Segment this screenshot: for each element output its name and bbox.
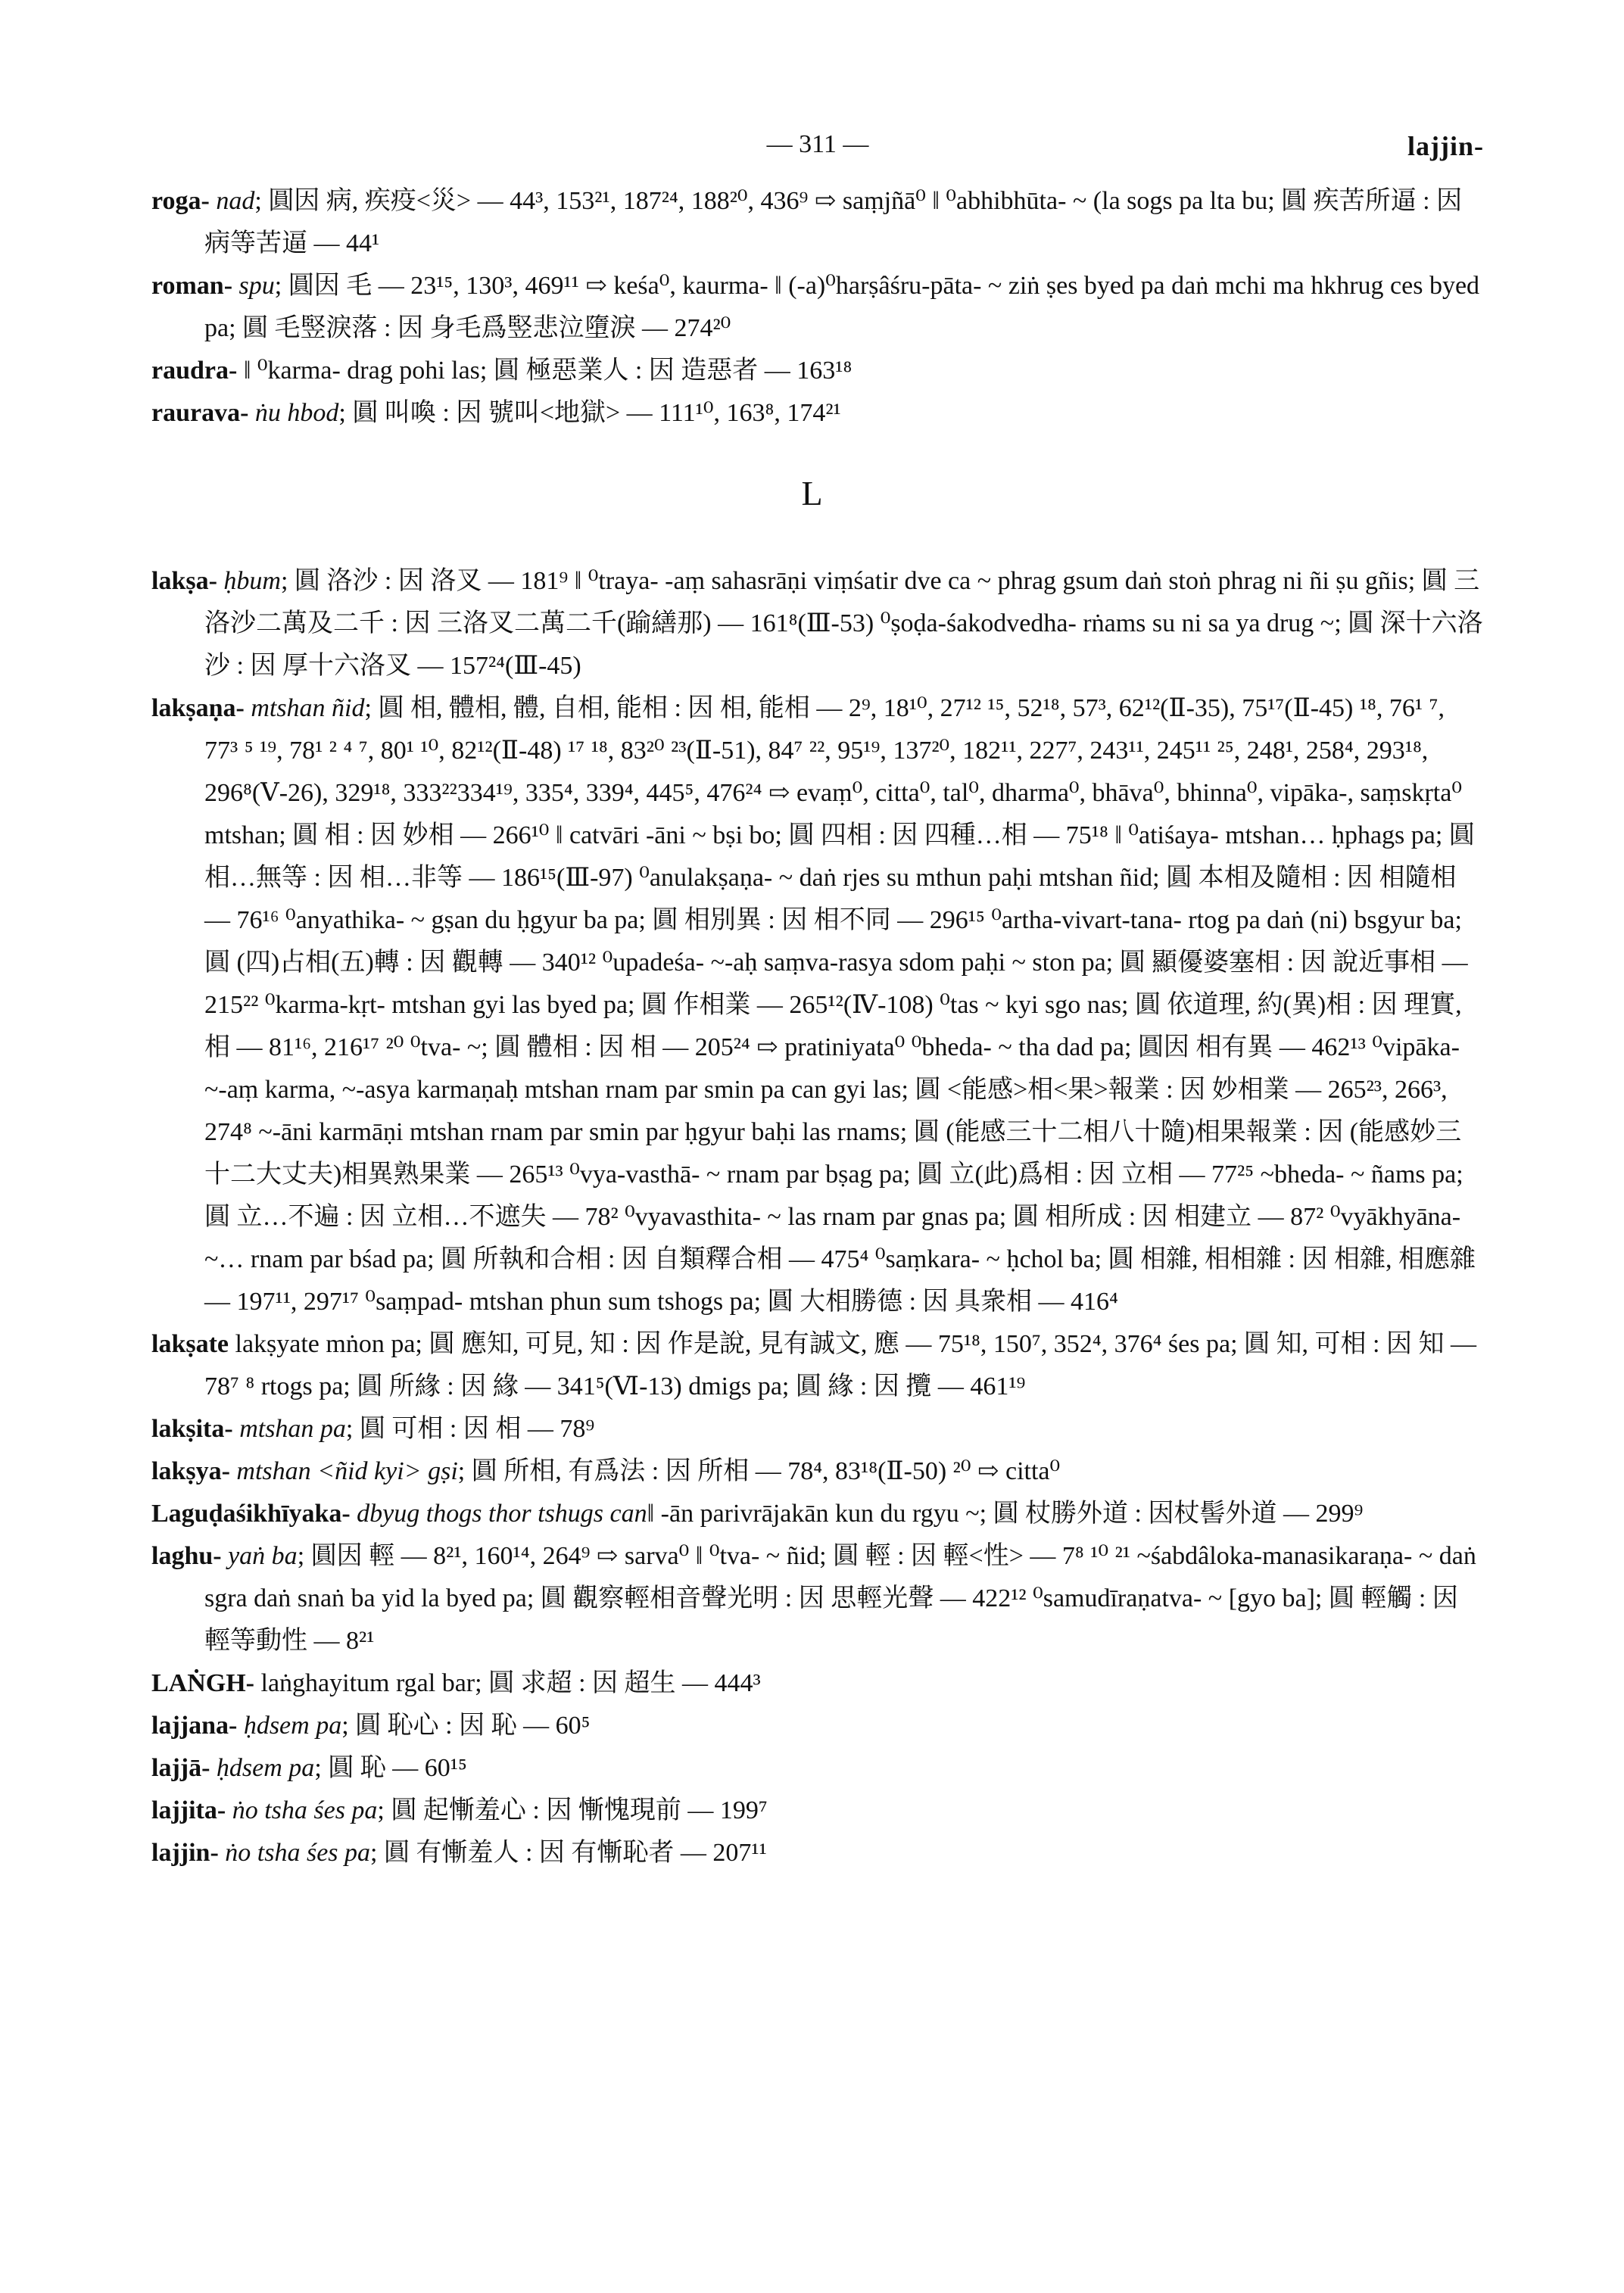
dictionary-entry: lajjana- ḥdsem pa; 圓 恥心 : 因 恥 — 60⁵ xyxy=(151,1712,591,1740)
section-letter: L xyxy=(801,474,823,512)
dictionary-entry: laghu- yaṅ ba; 圓因 輕 — 8²¹, 160¹⁴, 264⁹ ⇨ sarva⁰ ‖ ⁰tva- ~ ñid; 圓 輕 : 因 輕<性> — 7⁸ ¹⁰ ²¹ ~śabdâloka-manasikaraṇa- ~ daṅ sgra daṅ snaṅ ba yid la byed pa; 圓 觀察輕相音聲光明 : 因 思輕光聲 — 422¹² ⁰samudīraṇatva- ~ [gyo ba]; 圓 輕觸 : 因 輕等動性 — 8²¹ xyxy=(151,1542,1476,1655)
dictionary-entry: Laguḍaśikhīyaka- dbyug thogs thor tshugs can‖ -ān parivrājakān kun du rgyu ~; 圓 杖勝外道 : 因杖髻外道 — 299⁹ xyxy=(151,1500,1364,1528)
dictionary-entry: lakṣa- ḥbum; 圓 洛沙 : 因 洛叉 — 181⁹ ‖ ⁰traya- -aṃ sahasrāṇi viṃśatir dve ca ~ phrag gsum daṅ stoṅ phrag ni ñi ṣu gñis; 圓 三洛沙二萬及二千 : 因 三洛叉二萬二千(踰繕那) — 161⁸(Ⅲ-53) ⁰ṣoḍa-śakodvedha- rṅams su ni sa ya drug ~; 圓 深十六洛沙 : 因 厚十六洛叉 — 157²⁴(Ⅲ-45) xyxy=(151,567,1483,680)
dictionary-entry: lakṣita- mtshan pa; 圓 可相 : 因 相 — 78⁹ xyxy=(151,1415,595,1443)
dictionary-entry: roman- spu; 圓因 毛 — 23¹⁵, 130³, 469¹¹ ⇨ keśa⁰, kaurma- ‖ (-a)⁰harṣâśru-pāta- ~ ziṅ ṣes byed pa daṅ mchi ma hkhrug ces byed pa; 圓 毛竪淚落 : 因 身毛爲竪悲泣墮淚 — 274²⁰ xyxy=(151,272,1480,342)
dictionary-entry: lakṣya- mtshan <ñid kyi> gṣi; 圓 所相, 有爲法 : 因 所相 — 78⁴, 83¹⁸(Ⅱ-50) ²⁰ ⇨ citta⁰ xyxy=(151,1457,1061,1485)
dictionary-entry: lakṣaṇa- mtshan ñid; 圓 相, 體相, 體, 自相, 能相 : 因 相, 能相 — 2⁹, 18¹⁰, 27¹² ¹⁵, 52¹⁸, 57³, 62¹²(Ⅱ-35), 75¹⁷(Ⅱ-45) ¹⁸, 76¹ ⁷, 77³ ⁵ ¹⁹, 78¹ ² ⁴ ⁷, 80¹ ¹⁰, 82¹²(Ⅱ-48) ¹⁷ ¹⁸, 83²⁰ ²³(Ⅱ-51), 84⁷ ²², 95¹⁹, 137²⁰, 182¹¹, 227⁷, 243¹¹, 245¹¹ ²⁵, 248¹, 258⁴, 293¹⁸, 296⁸(Ⅴ-26), 329¹⁸, 333²²334¹⁹, 335⁴, 339⁴, 445⁵, 476²⁴ ⇨ evaṃ⁰, citta⁰, tal⁰, dharma⁰, bhāva⁰, bhinna⁰, vipāka-, saṃskṛta⁰ mtshan; 圓 相 : 因 妙相 — 266¹⁰ ‖ catvāri -āni ~ bṣi bo; 圓 四相 : 因 四種…相 — 75¹⁸ ‖ ⁰atiśaya- mtshan… ḥphags pa; 圓 相…無等 : 因 相…非等 — 186¹⁵(Ⅲ-97) ⁰anulakṣaṇa- ~ daṅ rjes su mthun paḥi mtshan ñid; 圓 本相及隨相 : 因 相隨相 — 76¹⁶ ⁰anyathika- ~ gṣan du ḥgyur ba pa; 圓 相別異 : 因 相不同 — 296¹⁵ ⁰artha-vivart-tana- rtog pa daṅ (ni) bsgyur ba; 圓 (四)占相(五)轉 : 因 觀轉 — 340¹² ⁰upadeśa- ~-aḥ saṃva-rasya sdom paḥi ~ ston pa; 圓 顯優婆塞相 : 因 說近事相 — 215²² ⁰karma-kṛt- mtshan gyi las byed pa; 圓 作相業 — 265¹²(Ⅳ-108) ⁰tas ~ kyi sgo nas; 圓 依道理, 約(異)相 : 因 理實, 相 — 81¹⁶, 216¹⁷ ²⁰ ⁰tva- ~; 圓 體相 : 因 相 — 205²⁴ ⇨ pratiniyata⁰ ⁰bheda- ~ tha dad pa; 圓因 相有異 — 462¹³ ⁰vipāka- ~-aṃ karma, ~-asya karmaṇaḥ mtshan rnam par smin pa can gyi las; 圓 <能感>相<果>報業 : 因 妙相業 — 265²³, 266³, 274⁸ ~-āni karmāṇi mtshan rnam par smin par ḥgyur baḥi las rnams; 圓 (能感三十二相八十隨)相果報業 : 因 (能感妙三十二大丈夫)相異熟果業 — 265¹³ ⁰vya-vasthā- ~ rnam par bṣag pa; 圓 立(此)爲相 : 因 立相 — 77²⁵ ~bheda- ~ ñams pa; 圓 立…不遍 : 因 立相…不遮失 — 78² ⁰vyavasthita- ~ las rnam par gnas pa; 圓 相所成 : 因 相建立 — 87² ⁰vyākhyāna- ~… rnam par bśad pa; 圓 所執和合相 : 因 自類釋合相 — 475⁴ ⁰saṃkara- ~ ḥchol ba; 圓 相雜, 相相雜 : 因 相雜, 相應雜 — 197¹¹, 297¹⁷ ⁰saṃpad- mtshan phun sum tshogs pa; 圓 大相勝德 : 因 具衆相 — 416⁴ xyxy=(151,694,1476,1316)
dictionary-entry: raudra- ‖ ⁰karma- drag pohi las; 圓 極惡業人 : 因 造惡者 — 163¹⁸ xyxy=(151,357,853,385)
dictionary-entry: roga- nad; 圓因 病, 疾疫<災> — 44³, 153²¹, 187²⁴, 188²⁰, 436⁹ ⇨ saṃjñā⁰ ‖ ⁰abhibhūta- ~ (la sogs pa lta bu; 圓 疾苦所逼 : 因 病等苦逼 — 44¹ xyxy=(151,187,1463,257)
running-head: lajjin- xyxy=(1407,131,1484,161)
dictionary-entry: lajjita- ṅo tsha śes pa; 圓 起慚羞心 : 因 慚愧現前 — 199⁷ xyxy=(151,1796,768,1824)
entries-before-section xyxy=(151,180,1484,435)
dictionary-entry: lajjā- ḥdsem pa; 圓 恥 — 60¹⁵ xyxy=(151,1754,467,1782)
entries-after-section xyxy=(151,560,1484,1874)
dictionary-entry: raurava- ṅu hbod; 圓 叫喚 : 因 號叫<地獄> — 111¹⁰, 163⁸, 174²¹ xyxy=(151,399,841,427)
dictionary-entry: LAṄGH- laṅghayitum rgal bar; 圓 求超 : 因 超生 — 444³ xyxy=(151,1669,761,1697)
dictionary-entry: lakṣate lakṣyate mṅon pa; 圓 應知, 可見, 知 : 因 作是說, 見有誠文, 應 — 75¹⁸, 150⁷, 352⁴, 376⁴ śes pa; 圓 知, 可相 : 因 知 — 78⁷ ⁸ rtogs pa; 圓 所緣 : 因 緣 — 341⁵(Ⅵ-13) dmigs pa; 圓 緣 : 因 攬 — 461¹⁹ xyxy=(151,1330,1476,1400)
page-header xyxy=(151,130,1484,168)
dictionary-entry: lajjin- ṅo tsha śes pa; 圓 有慚羞人 : 因 有慚恥者 — 207¹¹ xyxy=(151,1839,767,1867)
page-number: — 311 — xyxy=(766,130,869,158)
